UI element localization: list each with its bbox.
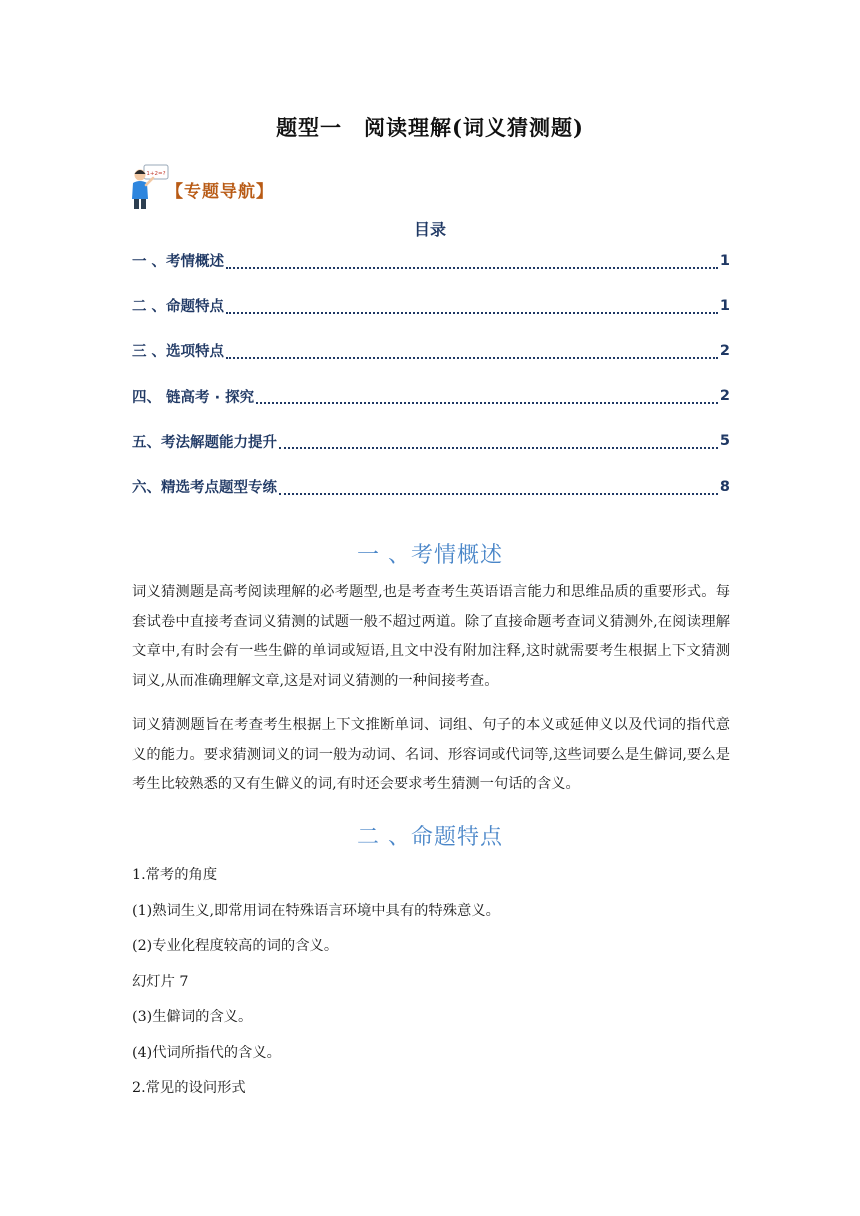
toc-entry-title: 三 、选项特点 — [132, 344, 225, 361]
features-list-item: (4)代词所指代的含义。 — [132, 1044, 281, 1061]
board-text: 1+2=? — [146, 171, 166, 177]
toc-leader-dots — [226, 302, 718, 314]
toc-leader-dots — [226, 257, 718, 269]
toc-entry[interactable] — [132, 283, 730, 328]
overview-paragraph: 词义猜测题旨在考查考生根据上下文推断单词、词组、句子的本义或延伸义以及代词的指代意义的能力。要求猜测词义的词一般为动词、名词、形容词或代词等,这些词要么是生僻词,要么是考生比较熟悉的又有生僻义的词,有时还会要求考生猜测一句话的含义。 — [132, 717, 730, 793]
table-of-contents — [132, 238, 730, 509]
toc-leader-dots — [226, 347, 718, 359]
topic-navigation-badge — [130, 163, 290, 211]
toc-entry-title: 五、考法解题能力提升 — [132, 434, 277, 451]
section-heading-overview: 一 、考情概述 — [357, 543, 503, 568]
toc-leader-dots — [279, 437, 718, 449]
toc-entry-title: 二 、命题特点 — [132, 299, 225, 316]
toc-entry-title: 六、精选考点题型专练 — [132, 480, 277, 497]
section-heading-features: 二 、命题特点 — [357, 825, 503, 850]
teacher-figure-icon — [130, 163, 170, 211]
toc-entry[interactable] — [132, 419, 730, 464]
features-list — [132, 863, 730, 1112]
features-list-item: 幻灯片 7 — [132, 973, 189, 990]
toc-entry-page: 5 — [719, 433, 730, 450]
toc-leader-dots — [279, 483, 718, 495]
toc-leader-dots — [256, 392, 718, 404]
topic-navigation-label: 【专题导航】 — [166, 182, 274, 202]
document-title: 题型一 阅读理解(词义猜测题) — [276, 115, 584, 140]
toc-entry[interactable] — [132, 374, 730, 419]
toc-entry-page: 8 — [719, 478, 730, 495]
toc-entry-page: 2 — [719, 388, 730, 405]
toc-entry[interactable] — [132, 464, 730, 509]
features-list-item: (1)熟词生义,即常用词在特殊语言环境中具有的特殊意义。 — [132, 902, 500, 919]
toc-entry[interactable] — [132, 238, 730, 283]
features-list-item: 1.常考的角度 — [132, 867, 218, 883]
toc-heading: 目录 — [413, 220, 446, 239]
toc-entry-page: 1 — [719, 297, 730, 314]
toc-entry-title: 四、 链高考 · 探究 — [132, 389, 255, 406]
features-list-item: 2.常见的设问形式 — [132, 1080, 246, 1096]
features-list-item: (3)生僻词的含义。 — [132, 1009, 253, 1025]
toc-entry[interactable] — [132, 328, 730, 373]
toc-entry-title: 一 、考情概述 — [132, 254, 225, 271]
toc-entry-page: 1 — [719, 252, 730, 269]
toc-entry-page: 2 — [719, 342, 730, 359]
overview-paragraph: 词义猜测题是高考阅读理解的必考题型,也是考查考生英语语言能力和思维品质的重要形式。每套试卷中直接考查词义猜测的试题一般不超过两道。除了直接命题考查词义猜测外,在阅读理解文章中,有时会有一些生僻的单词或短语,且文中没有附加注释,这时就需要考生根据上下文猜测词义,从而准确理解文章,这是对词义猜测的一种间接考查。 — [132, 584, 730, 689]
features-list-item: (2)专业化程度较高的词的含义。 — [132, 938, 339, 954]
